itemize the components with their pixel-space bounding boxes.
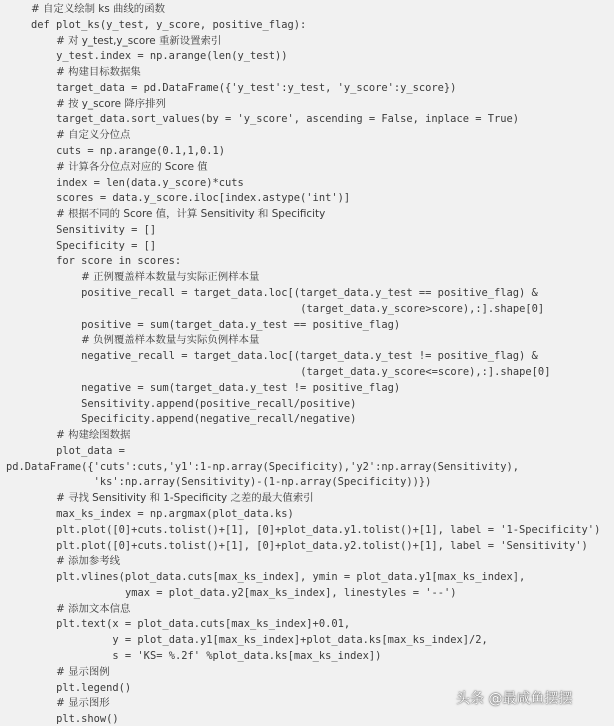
code-comment-line: # 寻找 Sensitivity 和 1-Specificity 之差的最大值索引 — [56, 492, 314, 505]
code-comment-line: # 显示图例 — [56, 665, 110, 678]
code-line: plot_data = — [56, 444, 125, 457]
code-comment-line: # 添加参考线 — [56, 555, 121, 568]
code-line: Specificity.append(negative_recall/negative) — [81, 413, 357, 426]
code-line: 'ks':np.array(Sensitivity)-(1-np.array(Specificity))}) — [93, 476, 432, 489]
code-comment-line: # 添加文本信息 — [56, 602, 131, 615]
code-line: max_ks_index = np.argmax(plot_data.ks) — [56, 507, 294, 520]
code-comment-line: # 构建绘图数据 — [56, 429, 131, 442]
code-line: negative = sum(target_data.y_test != positive_flag) — [81, 381, 401, 394]
code-comment-line: # 正例覆盖样本数量与实际正例样本量 — [81, 271, 260, 284]
code-line: negative_recall = target_data.loc[(target_data.y_test != positive_flag) & — [81, 350, 538, 363]
code-comment-line: # 对 y_test,y_score 重新设置索引 — [56, 34, 222, 47]
code-line: plt.vlines(plot_data.cuts[max_ks_index], ymin = plot_data.y1[max_ks_index], — [56, 571, 526, 584]
code-line: for score in scores: — [56, 255, 182, 268]
code-comment-line: # 负例覆盖样本数量与实际负例样本量 — [81, 334, 260, 347]
code-line: positive = sum(target_data.y_test == positive_flag) — [81, 318, 401, 331]
code-line: scores = data.y_score.iloc[index.astype('int')] — [56, 192, 351, 205]
code-line: plt.plot([0]+cuts.tolist()+[1], [0]+plot_data.y1.tolist()+[1], label = '1-Specificity') — [56, 523, 601, 536]
code-line: plt.legend() — [56, 681, 132, 694]
code-comment-line: # 构建目标数据集 — [56, 66, 141, 79]
code-line: def plot_ks(y_test, y_score, positive_flag): — [31, 18, 307, 31]
code-comment-line: # 计算各分位点对应的 Score 值 — [56, 160, 208, 173]
code-comment-line: # 按 y_score 降序排列 — [56, 97, 166, 110]
code-line: target_data = pd.DataFrame({'y_test':y_test, 'y_score':y_score}) — [56, 81, 457, 94]
code-comment-line: # 根据不同的 Score 值，计算 Sensitivity 和 Specificity — [56, 208, 326, 221]
code-line: ymax = plot_data.y2[max_ks_index], linestyles = '--') — [124, 586, 457, 599]
code-comment-line: # 自定义绘制 ks 曲线的函数 — [31, 3, 165, 15]
watermark-text: 头条 @最咸鱼摆摆 — [456, 691, 573, 707]
code-line: target_data.sort_values(by = 'y_score', ascending = False, inplace = True) — [56, 113, 519, 126]
code-line: y = plot_data.y1[max_ks_index]+plot_data.ks[max_ks_index]/2, — [112, 634, 488, 647]
code-line: y_test.index = np.arange(len(y_test)) — [56, 50, 288, 63]
code-line: plt.plot([0]+cuts.tolist()+[1], [0]+plot_data.y2.tolist()+[1], label = 'Sensitivity') — [56, 539, 588, 552]
code-line: plt.show() — [56, 713, 119, 726]
code-line: plt.text(x = plot_data.cuts[max_ks_index]+0.01, — [56, 618, 351, 631]
code-comment-line: # 自定义分位点 — [56, 129, 131, 142]
code-line: pd.DataFrame({'cuts':cuts,'y1':1-np.array(Specificity),'y2':np.array(Sensitivity), — [6, 460, 519, 473]
code-line: (target_data.y_score>score),:].shape[0] — [300, 302, 545, 315]
code-line: index = len(data.y_score)*cuts — [56, 176, 244, 189]
code-line: Specificity = [] — [56, 239, 157, 252]
code-line: positive_recall = target_data.loc[(target_data.y_test == positive_flag) & — [81, 287, 538, 300]
code-line: Sensitivity.append(positive_recall/positive) — [81, 397, 357, 410]
code-line: s = 'KS= %.2f' %plot_data.ks[max_ks_index]) — [112, 649, 382, 662]
code-line: cuts = np.arange(0.1,1,0.1) — [56, 145, 225, 158]
code-line: Sensitivity = [] — [56, 223, 157, 236]
code-comment-line: # 显示图形 — [56, 697, 110, 710]
code-line: (target_data.y_score<=score),:].shape[0] — [300, 365, 551, 378]
